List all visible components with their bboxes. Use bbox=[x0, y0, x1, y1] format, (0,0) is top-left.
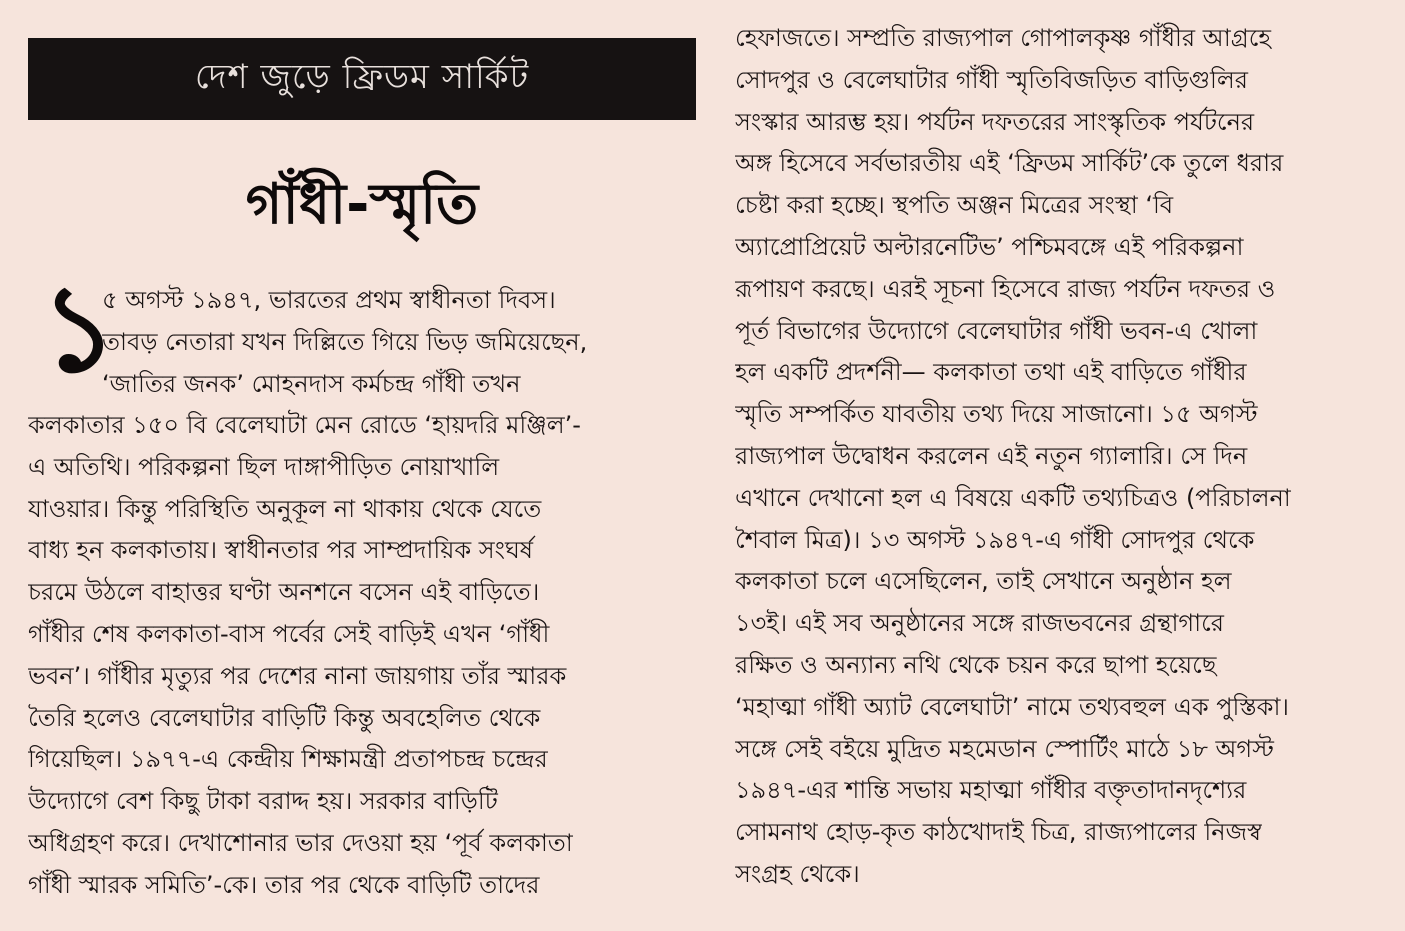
section-kicker-banner: দেশ জুড়ে ফ্রিডম সার্কিট bbox=[28, 38, 696, 120]
text-line: এখানে দেখানো হল এ বিষয়ে একটি তথ্যচিত্রও (পরিচালনা bbox=[735, 483, 1291, 512]
text-line: গাঁধীর শেষ কলকাতা-বাস পর্বের সেই বাড়িই এখন ‘গাঁধী bbox=[28, 619, 550, 648]
text-line: ৫ অগস্ট ১৯৪৭, ভারতের প্রথম স্বাধীনতা দিবস। bbox=[102, 286, 556, 314]
article-headline: গাঁধী-স্মৃতি bbox=[245, 172, 479, 237]
text-line: সোমনাথ হোড়-কৃত কাঠখোদাই চিত্র, রাজ্যপালের নিজস্ব bbox=[735, 818, 1262, 847]
text-line: অঙ্গ হিসেবে সর্বভারতীয় এই ‘ফ্রিডম সার্কিট’কে তুলে ধরার bbox=[735, 149, 1284, 178]
text-line: পূর্ত বিভাগের উদ্যোগে বেলেঘাটার গাঁধী ভবন-এ খোলা bbox=[735, 316, 1258, 345]
text-line: কলকাতার ১৫০ বি বেলেঘাটা মেন রোডে ‘হায়দরি মঞ্জিল’- bbox=[28, 411, 581, 439]
text-line: ‘জাতির জনক’ মোহনদাস কর্মচন্দ্র গাঁধী তখন bbox=[102, 369, 521, 398]
text-line: রাজ্যপাল উদ্বোধন করলেন এই নতুন গ্যালারি। সে দিন bbox=[735, 441, 1248, 470]
text-line: রূপায়ণ করছে। এরই সূচনা হিসেবে রাজ্য পর্যটন দফতর ও bbox=[735, 274, 1276, 303]
text-line: হেফাজতে। সম্প্রতি রাজ্যপাল গোপালকৃষ্ণ গাঁধীর আগ্রহে bbox=[735, 24, 1271, 52]
text-line: চরমে উঠলে বাহাত্তর ঘণ্টা অনশনে বসেন এই বাড়িতে। bbox=[28, 578, 540, 607]
text-line: সঙ্গে সেই বইয়ে মুদ্রিত মহমেডান স্পোর্টিং মাঠে ১৮ অগস্ট bbox=[735, 734, 1274, 763]
text-line: ভবন’। গাঁধীর মৃত্যুর পর দেশের নানা জায়গায় তাঁর স্মারক bbox=[28, 661, 567, 690]
text-line: তাবড় নেতারা যখন দিল্লিতে গিয়ে ভিড় জমিয়েছেন, bbox=[102, 327, 588, 356]
text-line: চেষ্টা করা হচ্ছে। স্থপতি অঞ্জন মিত্রের সংস্থা ‘বি bbox=[735, 191, 1174, 220]
left-column bbox=[28, 38, 696, 918]
text-line: যাওয়ার। কিন্তু পরিস্থিতি অনুকূল না থাকায় থেকে যেতে bbox=[28, 494, 542, 523]
text-line: বাধ্য হন কলকাতায়। স্বাধীনতার পর সাম্প্রদায়িক সংঘর্ষ bbox=[28, 536, 534, 565]
text-line: সংগ্রহ থেকে। bbox=[735, 859, 860, 888]
text-line: গিয়েছিল। ১৯৭৭-এ কেন্দ্রীয় শিক্ষামন্ত্রী প্রতাপচন্দ্র চন্দ্রের bbox=[28, 745, 548, 774]
text-line: সোদপুর ও বেলেঘাটার গাঁধী স্মৃতিবিজড়িত বাড়িগুলির bbox=[735, 65, 1248, 94]
text-line: শৈবাল মিত্র)। ১৩ অগস্ট ১৯৪৭-এ গাঁধী সোদপুর থেকে bbox=[735, 525, 1255, 554]
indented-lines bbox=[102, 280, 696, 405]
right-body-lines bbox=[735, 18, 1395, 896]
text-line: অ্যাপ্রোপ্রিয়েট অল্টারনেটিভ’ পশ্চিমবঙ্গে এই পরিকল্পনা bbox=[735, 232, 1244, 261]
text-line: স্মৃতি সম্পর্কিত যাবতীয় তথ্য দিয়ে সাজানো। ১৫ অগস্ট bbox=[735, 400, 1258, 429]
text-line: এ অতিথি। পরিকল্পনা ছিল দাঙ্গাপীড়িত নোয়াখালি bbox=[28, 452, 500, 481]
text-line: সংস্কার আরম্ভ হয়। পর্যটন দফতরের সাংস্কৃতিক পর্যটনের bbox=[735, 107, 1255, 136]
text-line: গাঁধী স্মারক সমিতি’-কে। তার পর থেকে বাড়িটি তাদের bbox=[28, 870, 540, 899]
text-line: রক্ষিত ও অন্যান্য নথি থেকে চয়ন করে ছাপা হয়েছে bbox=[735, 650, 1217, 679]
drop-cap: ১ bbox=[40, 260, 118, 399]
text-line: অধিগ্রহণ করে। দেখাশোনার ভার দেওয়া হয় ‘পূর্ব কলকাতা bbox=[28, 828, 573, 857]
text-line: কলকাতা চলে এসেছিলেন, তাই সেখানে অনুষ্ঠান হল bbox=[735, 567, 1232, 596]
text-line: ১৩ই। এই সব অনুষ্ঠানের সঙ্গে রাজভবনের গ্রন্থাগারে bbox=[735, 609, 1224, 638]
text-line: উদ্যোগে বেশ কিছু টাকা বরাদ্দ হয়। সরকার বাড়িটি bbox=[28, 787, 498, 816]
text-line: ১৯৪৭-এর শান্তি সভায় মহাত্মা গাঁধীর বক্তৃতাদানদৃশ্যের bbox=[735, 776, 1247, 805]
left-body-lines bbox=[28, 405, 696, 907]
text-line: হল একটি প্রদর্শনী— কলকাতা তথা এই বাড়িতে গাঁধীর bbox=[735, 358, 1247, 387]
right-column bbox=[735, 18, 1395, 918]
text-line: ‘মহাত্মা গাঁধী অ্যাট বেলেঘাটা’ নামে তথ্যবহুল এক পুস্তিকা। bbox=[735, 692, 1289, 721]
text-line: তৈরি হলেও বেলেঘাটার বাড়িটি কিন্তু অবহেলিত থেকে bbox=[28, 703, 541, 732]
